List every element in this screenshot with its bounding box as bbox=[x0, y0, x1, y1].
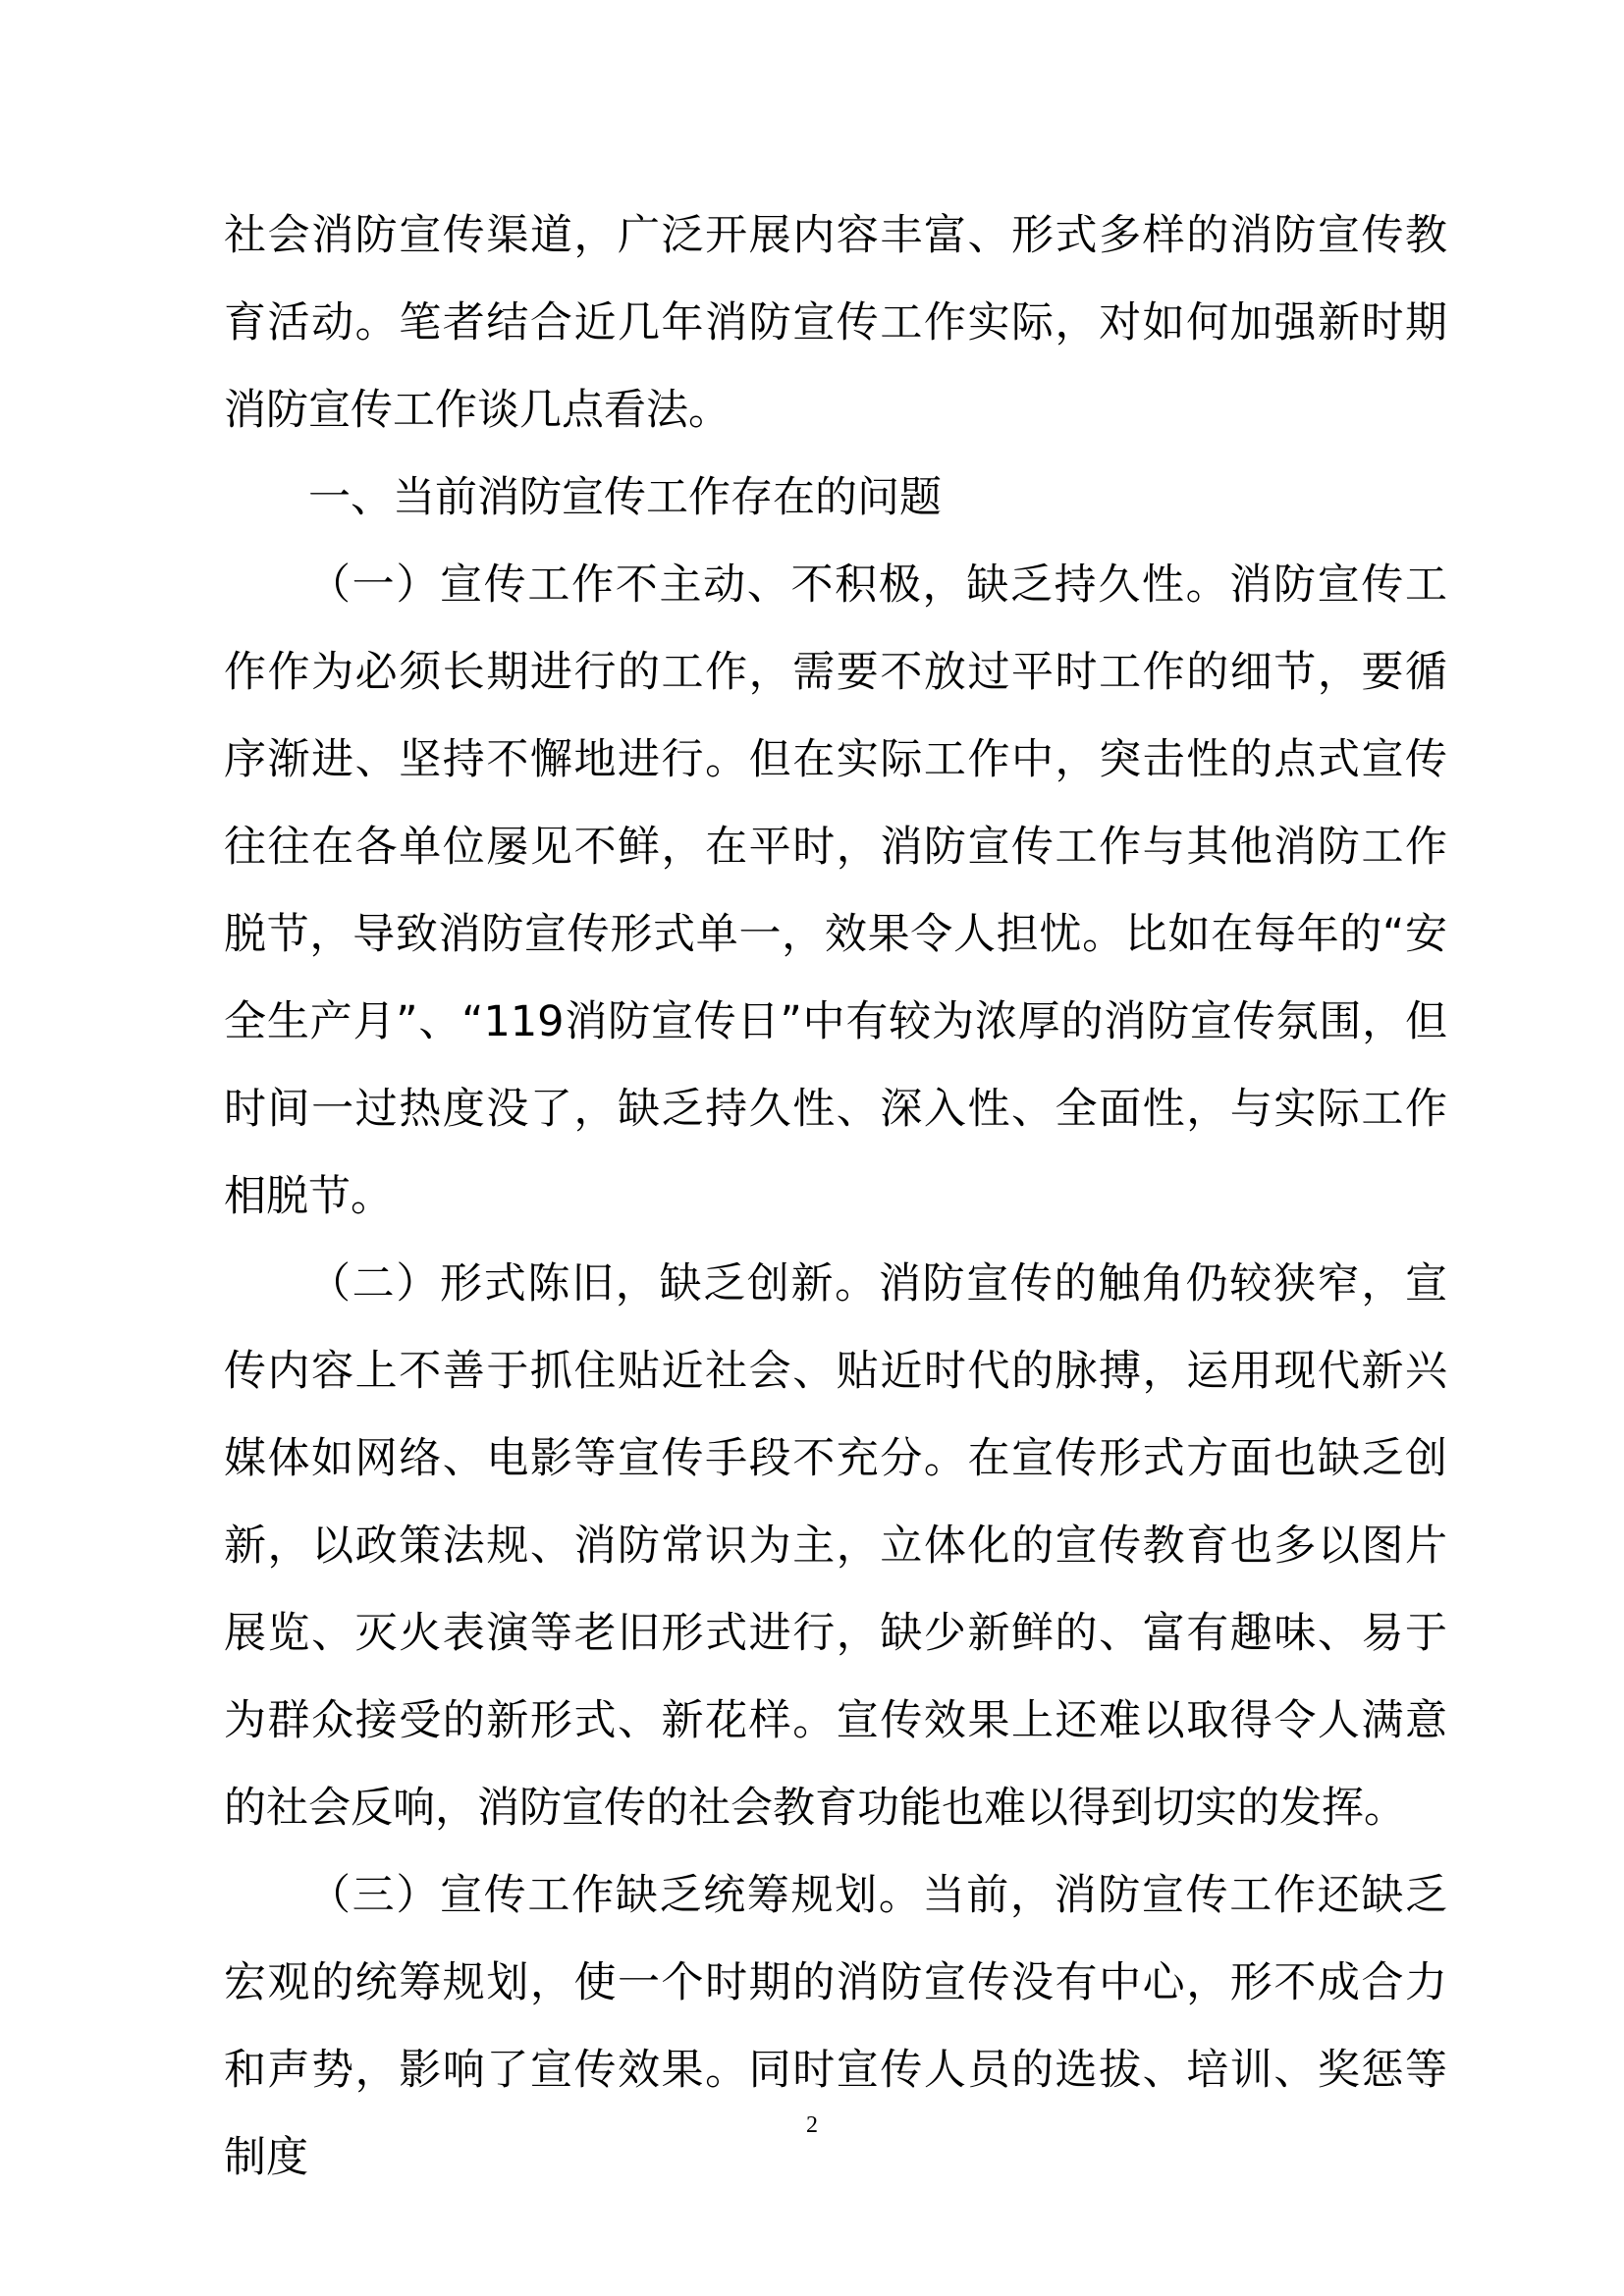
paragraph-item-1: （一）宣传工作不主动、不积极，缺乏持久性。消防宣传工作作为必须长期进行的工作，需要不放过平时工作的细节，要循序渐进、坚持不懈地进行。但在实际工作中，突击性的点式宣传往往在各单位屡见不鲜，在平时，消防宣传工作与其他消防工作脱节，导致消防宣传形式单一，效果令人担忧。比如在每年的“安全生产月”、“119消防宣传日”中有较为浓厚的消防宣传氛围，但时间一过热度没了，缺乏持久性、深入性、全面性，与实际工作相脱节。 bbox=[224, 561, 1447, 1221]
page-number: 2 bbox=[806, 2112, 818, 2138]
paragraph-item-3: （三）宣传工作缺乏统筹规划。当前，消防宣传工作还缺乏宏观的统筹规划，使一个时期的消防宣传没有中心，形不成合力和声势，影响了宣传效果。同时宣传人员的选拔、培训、奖惩等制度 bbox=[224, 1871, 1447, 2182]
body-text bbox=[224, 192, 1447, 2202]
section-heading: 一、当前消防宣传工作存在的问题 bbox=[308, 473, 942, 522]
paragraph-continuation: 社会消防宣传渠道，广泛开展内容丰富、形式多样的消防宣传教育活动。笔者结合近几年消防宣传工作实际，对如何加强新时期消防宣传工作谈几点看法。 bbox=[224, 211, 1447, 435]
paragraph-item-2: （二）形式陈旧，缺乏创新。消防宣传的触角仍较狭窄，宣传内容上不善于抓住贴近社会、贴近时代的脉搏，运用现代新兴媒体如网络、电影等宣传手段不充分。在宣传形式方面也缺乏创新，以政策法规、消防常识为主，立体化的宣传教育也多以图片展览、灭火表演等老旧形式进行，缺少新鲜的、富有趣味、易于为群众接受的新形式、新花样。宣传效果上还难以取得令人满意的社会反响，消防宣传的社会教育功能也难以得到切实的发挥。 bbox=[224, 1259, 1447, 1833]
